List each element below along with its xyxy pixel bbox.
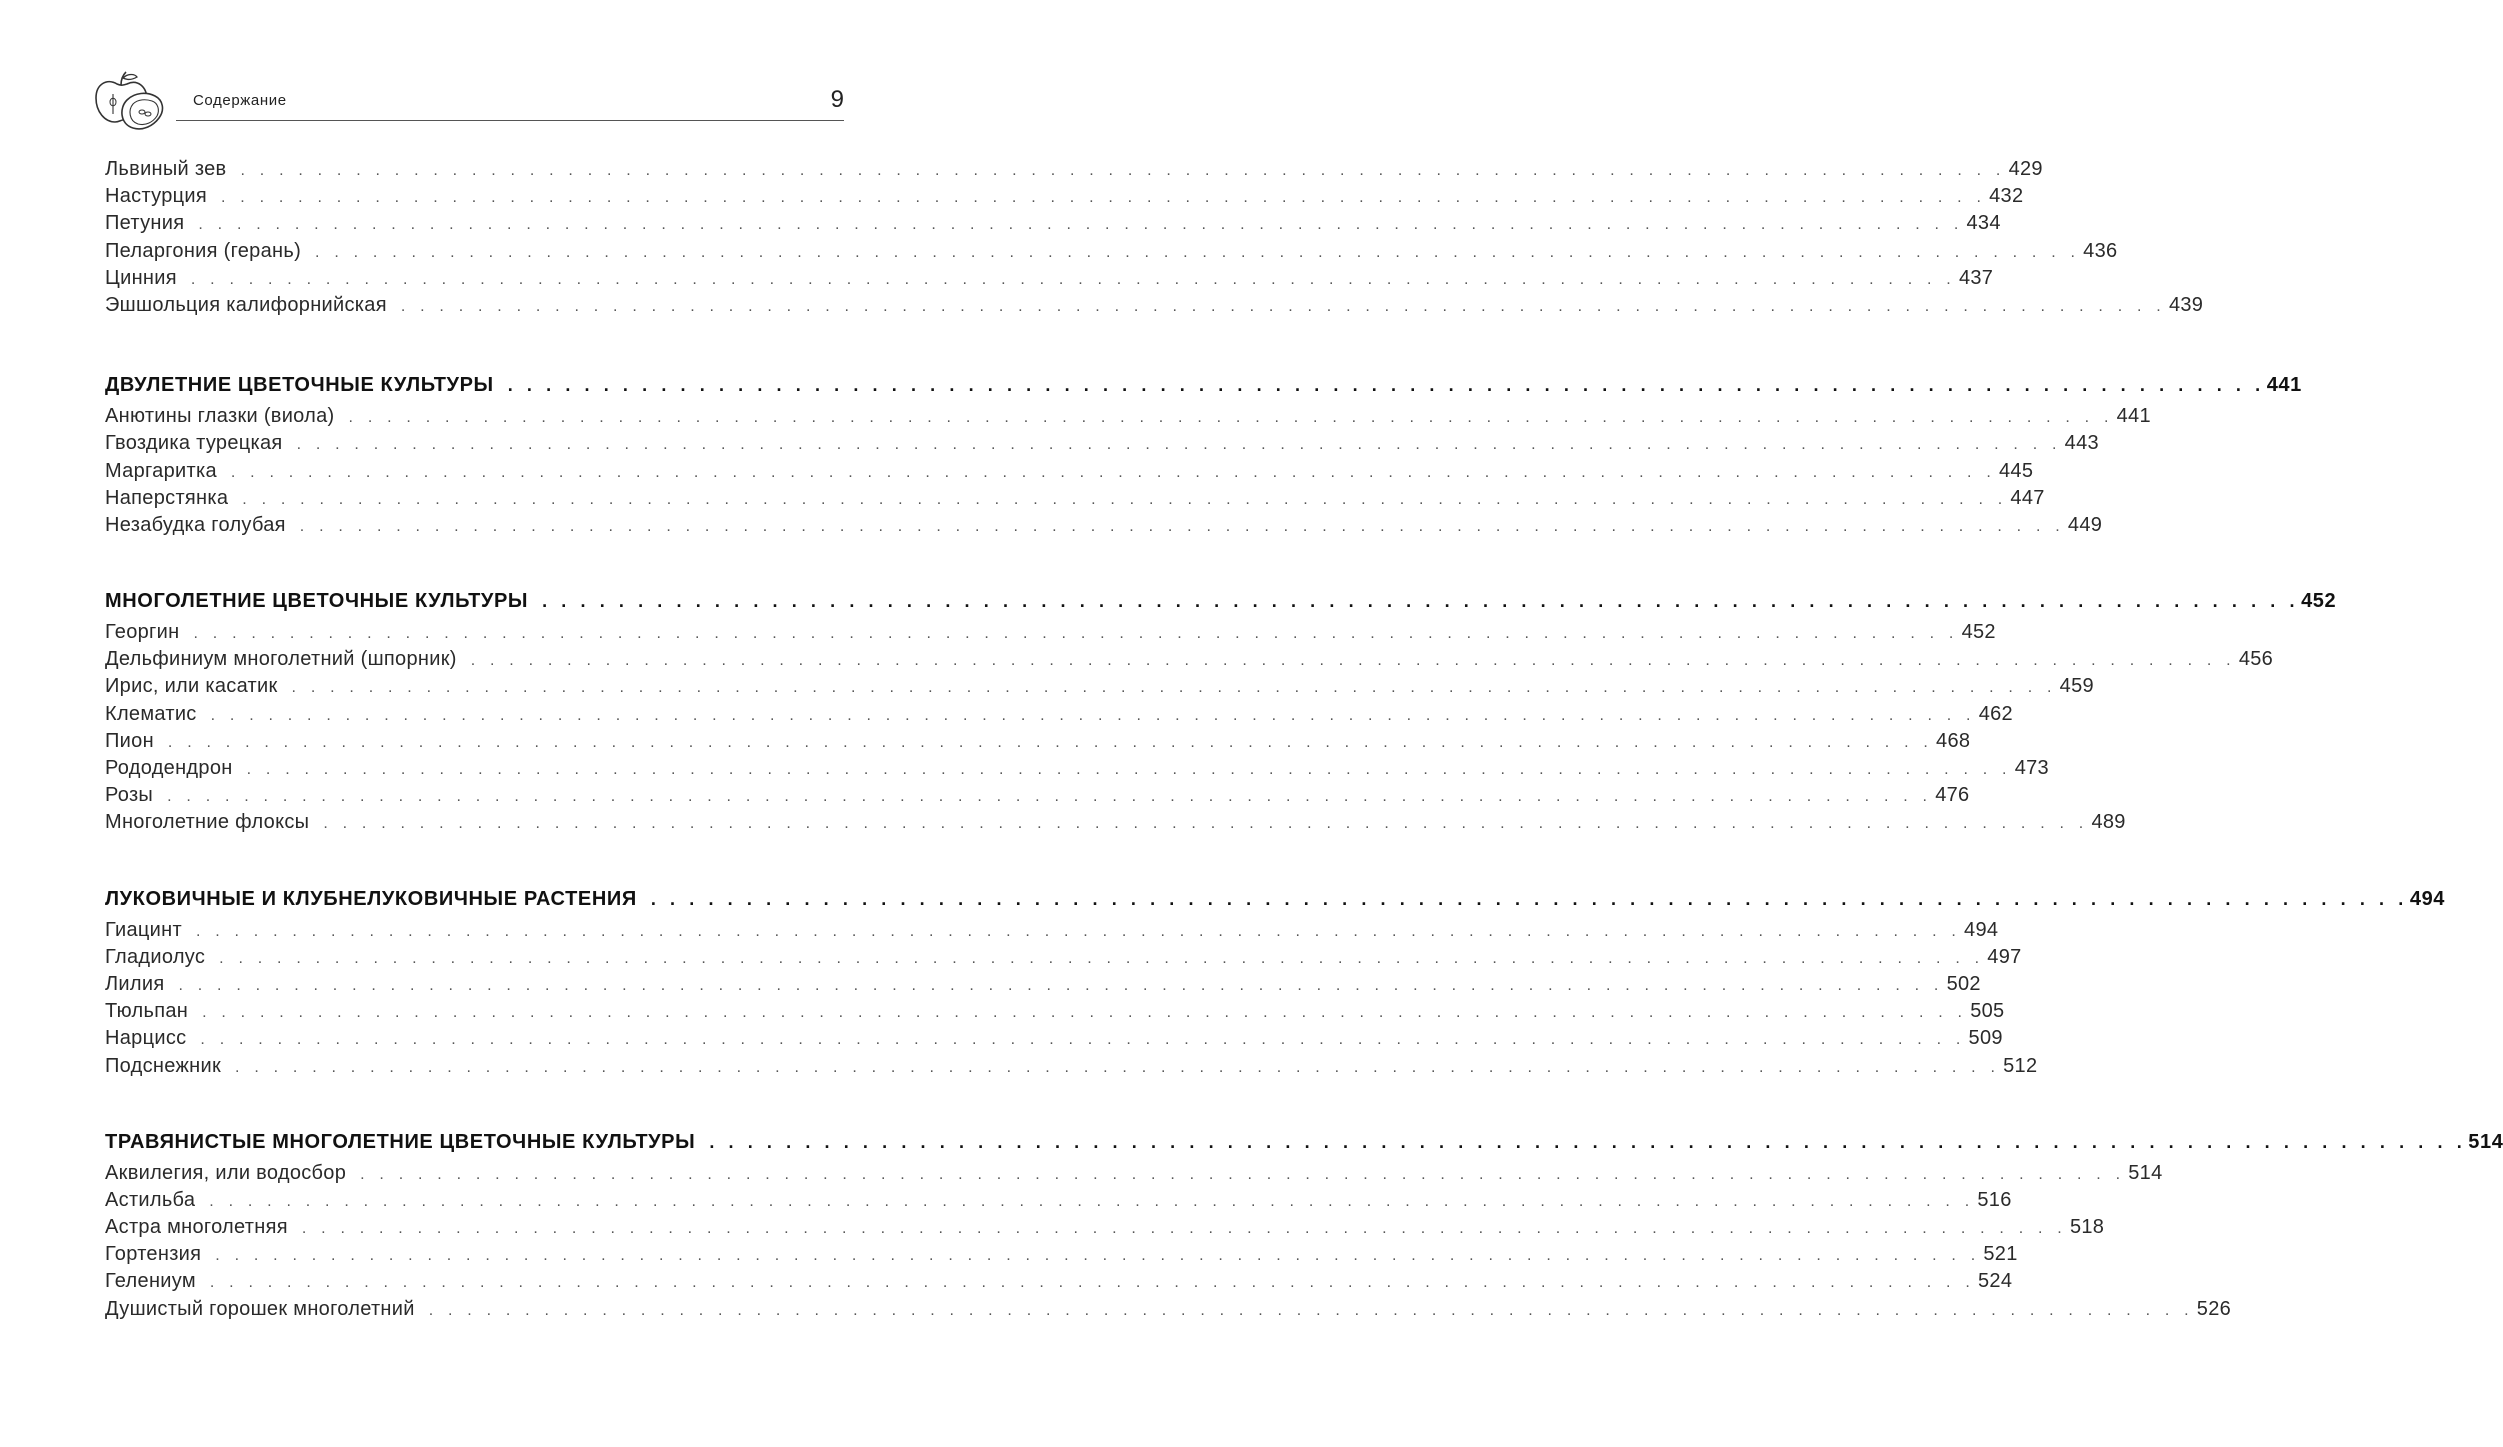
toc-entry-page: 459 xyxy=(2059,675,2094,698)
dot-leader: . . . . . . . . . . . . . . . . . . . . . . . . . . . . . . . . . . . . . . . . . . . . . . . . . . . . . . . . . . . . . . . . . . . . . . . . . . . . . . . . . . . . . . . . . . . . xyxy=(200,1031,1966,1049)
section-heading-page: 441 xyxy=(2266,374,2302,397)
toc-entry[interactable] xyxy=(105,1187,2012,1214)
toc-entry-page: 521 xyxy=(1983,1243,2018,1266)
dot-leader: . . . . . . . . . . . . . . . . . . . . . . . . . . . . . . . . . . . . . . . . . . . . . . . . . . . . . . . . . . . . . . . . . . . . . . . . . . . . . . . . . . . . . . . . . . . . xyxy=(240,162,2006,179)
dot-leader: . . . . . . . . . . . . . . . . . . . . . . . . . . . . . . . . . . . . . . . . . . . . . . . . . . . . . . . . . . . . . . . . . . . . . . . . . . . . . . . . . . . . . . . . . . . . xyxy=(348,409,2114,427)
toc-entry-page: 441 xyxy=(2116,405,2151,428)
section-spacer xyxy=(105,1080,844,1124)
dot-leader: . . . . . . . . . . . . . . . . . . . . . . . . . . . . . . . . . . . . . . . . . . . . . . . . . . . . . . . . . . . . . . . . . . . . . . . . . . . . . . . . . . . . . . . . . . . . xyxy=(202,1004,1968,1022)
toc-entry-page: 524 xyxy=(1977,1270,2013,1293)
dot-leader: . . . . . . . . . . . . . . . . . . . . . . . . . . . . . . . . . . . . . . . . . . . . . . . . . . . . . . . . . . . . . . . . . . . . . . . . . . . . . . . . . . . . . . . . . . . . xyxy=(428,1301,2194,1319)
toc-entry-label: Настурция xyxy=(105,185,208,208)
section-heading-label: ТРАВЯНИСТЫЕ МНОГОЛЕТНИЕ ЦВЕТОЧНЫЕ КУЛЬТУРЫ xyxy=(105,1130,696,1153)
toc-entry-label: Наперстянка xyxy=(105,486,229,509)
toc-entry[interactable] xyxy=(105,485,2045,512)
toc-entry-label: Рододендрон xyxy=(105,757,233,779)
section-spacer xyxy=(105,837,844,881)
toc-entry-page: 432 xyxy=(1989,185,2024,208)
dot-leader: . . . . . . . . . . . . . . . . . . . . . . . . . . . . . . . . . . . . . . . . . . . . . . . . . . . . . . . . . . . . . . . . . . . . . . . . . . . . . . . . . . . . . . . . . . . . xyxy=(400,297,2166,315)
toc-entry-label: Подснежник xyxy=(105,1054,222,1077)
toc-entry-page: 439 xyxy=(2168,293,2204,316)
dot-leader: . . . . . . . . . . . . . . . . . . . . . . . . . . . . . . . . . . . . . . . . . . . . . . . . . . . . . . . . . . . . . . . . . . . . . . . . . . . . . . . . . . . . . . . . . . . . xyxy=(296,436,2062,454)
toc-entry-page: 494 xyxy=(1964,918,1999,941)
dot-leader: . . . . . . . . . . . . . . . . . . . . . . . . . . . . . . . . . . . . . . . . . . . . . . . . . . . . . . . . . . . . . . . . . . . . . . . . . . . . . . . . . . . . . . . . . . . . xyxy=(360,1165,2126,1183)
toc-entry-label: Клематис xyxy=(105,702,197,725)
toc-entry-label: Пион xyxy=(105,729,154,752)
toc-entry-page: 436 xyxy=(2083,239,2118,262)
toc-entry-page: 473 xyxy=(2014,757,2049,779)
toc-entry-page: 429 xyxy=(2008,158,2043,180)
dot-leader: . . . . . . . . . . . . . . . . . . . . . . . . . . . . . . . . . . . . . . . . . . . . . . . . . . . . . . . . . . . . . . . . . . . . . . . . . . . . . . . . . . . . . . . . . . . . xyxy=(193,625,1959,643)
toc-entry-page: 437 xyxy=(1958,266,1994,289)
toc-entry-label: Астильба xyxy=(105,1188,196,1211)
header-rule xyxy=(176,120,844,121)
section-heading[interactable] xyxy=(105,881,2446,917)
toc-entry[interactable] xyxy=(105,1268,2013,1295)
page-header xyxy=(0,0,987,130)
toc-entry-label: Пеларгония (герань) xyxy=(105,239,302,262)
dot-leader: . . . . . . . . . . . . . . . . . . . . . . . . . . . . . . . . . . . . . . . . . . . . . . . . . . . . . . . . . . . . . . . . . . . . . . . . . . . . . . . . . . . . . . . . . . . . xyxy=(246,761,2012,778)
dot-leader: . . . . . . . . . . . . . . . . . . . . . . . . . . . . . . . . . . . . . . . . . . . . . . . . . . . . . . . . . . . . . . . . . . . . . . . . . . . . . . . . . . . . . . . . . . . . xyxy=(190,270,1956,288)
running-head-title: Содержание xyxy=(193,92,287,109)
toc-entry-label: Львиный зев xyxy=(105,158,227,180)
dot-leader: . . . . . . . . . . . . . . . . . . . . . . . . . . . . . . . . . . . . . . . . . . . . . . . . . . . . . . . . . . . . . . . . . . . . . . . . . . . . . . . . . . . . . . . . . . . . xyxy=(301,1220,2067,1238)
toc-entry[interactable] xyxy=(105,292,2204,319)
dot-leader: . . . . . . . . . . . . . . . . . . . . . . . . . . . . . . . . . . . . . . . . . . . . . . . . . . . . . . . . . . . . . . . . . . . . . . . . . . . . . . . . . . . . . . . . . . . . xyxy=(198,216,1964,234)
toc-entry-label: Цинния xyxy=(105,266,177,289)
dot-leader: . . . . . . . . . . . . . . . . . . . . . . . . . . . . . . . . . . . . . . . . . . . . . . . . . . . . . . . . . . . . . . . . . . . . . . . . . . . . . . . . . . . . . . . . . . . . xyxy=(242,490,2008,508)
toc-entry-label: Гвоздика турецкая xyxy=(105,432,283,455)
dot-leader: . . . . . . . . . . . . . . . . . . . . . . . . . . . . . . . . . . . . . . . . . . . . . . . . . . . . . . . . . . . . . . . . . . . . . . . . . . . . . . . . . . . . . . . . . . . . xyxy=(230,463,1996,481)
toc-entry-page: 505 xyxy=(1970,1000,2005,1023)
toc-entry[interactable] xyxy=(105,403,2151,430)
toc-entry[interactable] xyxy=(105,1296,2232,1323)
toc-entry-label: Астра многолетняя xyxy=(105,1216,288,1239)
toc-entry-page: 497 xyxy=(1987,945,2022,968)
toc-entry[interactable] xyxy=(105,809,2126,836)
section-heading[interactable] xyxy=(105,583,2337,619)
toc-section-biennial xyxy=(105,367,2302,539)
section-spacer xyxy=(105,539,844,583)
toc-entry-page: 476 xyxy=(1935,784,1970,807)
dot-leader: . . . . . . . . . . . . . . . . . . . . . . . . . . . . . . . . . . . . . . . . . . . . . . . . . . . . . . . . . . . . . . . . . . . . . . . . . . . . . . . . . . . . . . . . . . . . xyxy=(221,189,1987,207)
toc-entry-label: Лилия xyxy=(105,972,165,995)
toc-section-bulbous xyxy=(105,881,2446,1080)
toc-entry-page: 445 xyxy=(1998,459,2034,482)
toc-entry-page: 518 xyxy=(2069,1216,2105,1239)
toc-entry[interactable] xyxy=(105,646,2274,673)
toc-entry[interactable] xyxy=(105,944,2022,971)
dot-leader: . . . . . . . . . . . . . . . . . . . . . . . . . . . . . . . . . . . . . . . . . . . . . . . . . . . . . . . . . . . . . . . . . . . . . . . . . . . . . . . . . . . . . . . . . . . . xyxy=(167,788,1933,806)
toc-entry-page: 526 xyxy=(2196,1297,2232,1320)
toc-entry[interactable] xyxy=(105,156,2043,183)
dot-leader: . . . . . . . . . . . . . . . . . . . . . . . . . . . . . . . . . . . . . . . . . . . . . . . . . . . . . . . . . . . . . . . . . . . . . . . . . . . . . . . . . . . . . . . . . . . . xyxy=(542,591,2300,612)
toc-entry[interactable] xyxy=(105,238,2118,265)
toc-entry[interactable] xyxy=(105,458,2034,485)
toc-entry-label: Многолетние флоксы xyxy=(105,811,310,834)
toc-entry[interactable] xyxy=(105,430,2099,457)
dot-leader: . . . . . . . . . . . . . . . . . . . . . . . . . . . . . . . . . . . . . . . . . . . . . . . . . . . . . . . . . . . . . . . . . . . . . . . . . . . . . . . . . . . . . . . . . . . . xyxy=(709,1131,2467,1152)
toc-entry-page: 443 xyxy=(2064,432,2099,455)
dot-leader: . . . . . . . . . . . . . . . . . . . . . . . . . . . . . . . . . . . . . . . . . . . . . . . . . . . . . . . . . . . . . . . . . . . . . . . . . . . . . . . . . . . . . . . . . . . . xyxy=(209,1192,1975,1210)
toc-entry-label: Гиацинт xyxy=(105,918,182,941)
toc-entry-label: Георгин xyxy=(105,621,180,644)
toc-entry-page: 502 xyxy=(1946,972,1981,995)
section-heading[interactable] xyxy=(105,1124,2503,1160)
toc-entry[interactable] xyxy=(105,183,2024,210)
dot-leader: . . . . . . . . . . . . . . . . . . . . . . . . . . . . . . . . . . . . . . . . . . . . . . . . . . . . . . . . . . . . . . . . . . . . . . . . . . . . . . . . . . . . . . . . . . . . xyxy=(507,375,2265,396)
toc-entry-page: 456 xyxy=(2238,648,2274,671)
toc-entry[interactable] xyxy=(105,210,2001,237)
toc-section-herbaceous xyxy=(105,1124,2503,1323)
dot-leader: . . . . . . . . . . . . . . . . . . . . . . . . . . . . . . . . . . . . . . . . . . . . . . . . . . . . . . . . . . . . . . . . . . . . . . . . . . . . . . . . . . . . . . . . . . . . xyxy=(299,517,2065,535)
toc-entry[interactable] xyxy=(105,265,1994,292)
toc-entry-label: Нарцисс xyxy=(105,1027,187,1050)
toc-entry-label: Ирис, или касатик xyxy=(105,675,278,698)
toc-entry-page: 516 xyxy=(1977,1188,2012,1211)
dot-leader: . . . . . . . . . . . . . . . . . . . . . . . . . . . . . . . . . . . . . . . . . . . . . . . . . . . . . . . . . . . . . . . . . . . . . . . . . . . . . . . . . . . . . . . . . . . . xyxy=(195,922,1962,940)
toc-entry-label: Гелениум xyxy=(105,1270,196,1293)
toc-entry-page: 449 xyxy=(2067,513,2103,536)
toc-entry[interactable] xyxy=(105,728,1971,755)
toc-entry[interactable] xyxy=(105,782,1970,809)
dot-leader: . . . . . . . . . . . . . . . . . . . . . . . . . . . . . . . . . . . . . . . . . . . . . . . . . . . . . . . . . . . . . . . . . . . . . . . . . . . . . . . . . . . . . . . . . . . . xyxy=(470,652,2236,670)
dot-leader: . . . . . . . . . . . . . . . . . . . . . . . . . . . . . . . . . . . . . . . . . . . . . . . . . . . . . . . . . . . . . . . . . . . . . . . . . . . . . . . . . . . . . . . . . . . . xyxy=(178,976,1944,994)
toc-section-perennial xyxy=(105,583,2337,837)
toc-entry-label: Незабудка голубая xyxy=(105,513,286,536)
toc-entry-page: 468 xyxy=(1936,729,1971,752)
toc-entry[interactable] xyxy=(105,512,2103,539)
toc-entry[interactable] xyxy=(105,1053,2038,1080)
section-heading-page: 514 xyxy=(2468,1130,2503,1153)
toc-entry[interactable] xyxy=(105,619,1996,646)
toc-entry-label: Анютины глазки (виола) xyxy=(105,405,335,428)
section-heading-page: 494 xyxy=(2409,887,2446,910)
table-of-contents xyxy=(105,156,2503,1323)
toc-entry[interactable] xyxy=(105,1241,2018,1268)
section-heading[interactable] xyxy=(105,367,2302,403)
toc-entry-label: Тюльпан xyxy=(105,1000,189,1023)
dot-leader: . . . . . . . . . . . . . . . . . . . . . . . . . . . . . . . . . . . . . . . . . . . . . . . . . . . . . . . . . . . . . . . . . . . . . . . . . . . . . . . . . . . . . . . . . . . . xyxy=(219,949,1985,967)
toc-entry-label: Розы xyxy=(105,784,154,807)
toc-entry-page: 512 xyxy=(2003,1054,2038,1077)
toc-entry-label: Петуния xyxy=(105,212,185,235)
toc-entry[interactable] xyxy=(105,673,2094,700)
toc-entry-label: Маргаритка xyxy=(105,459,217,482)
dot-leader: . . . . . . . . . . . . . . . . . . . . . . . . . . . . . . . . . . . . . . . . . . . . . . . . . . . . . . . . . . . . . . . . . . . . . . . . . . . . . . . . . . . . . . . . . . . . xyxy=(235,1058,2001,1076)
toc-entry[interactable] xyxy=(105,1160,2163,1187)
toc-entry-label: Аквилегия, или водосбор xyxy=(105,1161,347,1184)
dot-leader: . . . . . . . . . . . . . . . . . . . . . . . . . . . . . . . . . . . . . . . . . . . . . . . . . . . . . . . . . . . . . . . . . . . . . . . . . . . . . . . . . . . . . . . . . . . . xyxy=(215,1247,1981,1265)
apple-slices-icon xyxy=(93,70,173,132)
dot-leader: . . . . . . . . . . . . . . . . . . . . . . . . . . . . . . . . . . . . . . . . . . . . . . . . . . . . . . . . . . . . . . . . . . . . . . . . . . . . . . . . . . . . . . . . . . . . xyxy=(315,243,2081,261)
toc-entry-label: Душистый горошек многолетний xyxy=(105,1297,415,1320)
toc-entry-page: 462 xyxy=(1978,702,2013,725)
toc-entry[interactable] xyxy=(105,755,2049,782)
section-heading-label: МНОГОЛЕТНИЕ ЦВЕТОЧНЫЕ КУЛЬТУРЫ xyxy=(105,590,529,613)
toc-entry[interactable] xyxy=(105,701,2013,728)
toc-intro-group xyxy=(105,156,2204,319)
section-heading-label: ЛУКОВИЧНЫЕ И КЛУБНЕЛУКОВИЧНЫЕ РАСТЕНИЯ xyxy=(105,887,637,910)
toc-entry-page: 514 xyxy=(2128,1161,2163,1184)
toc-entry-label: Гладиолус xyxy=(105,945,206,968)
dot-leader: . . . . . . . . . . . . . . . . . . . . . . . . . . . . . . . . . . . . . . . . . . . . . . . . . . . . . . . . . . . . . . . . . . . . . . . . . . . . . . . . . . . . . . . . . . . . xyxy=(291,679,2057,697)
toc-entry[interactable] xyxy=(105,971,1981,998)
toc-entry[interactable] xyxy=(105,917,1999,944)
dot-leader: . . . . . . . . . . . . . . . . . . . . . . . . . . . . . . . . . . . . . . . . . . . . . . . . . . . . . . . . . . . . . . . . . . . . . . . . . . . . . . . . . . . . . . . . . . . . xyxy=(167,733,1934,751)
toc-entry[interactable] xyxy=(105,998,2005,1025)
section-heading-label: ДВУЛЕТНИЕ ЦВЕТОЧНЫЕ КУЛЬТУРЫ xyxy=(105,374,494,397)
section-spacer xyxy=(105,319,844,367)
toc-entry-label: Гортензия xyxy=(105,1243,202,1266)
dot-leader: . . . . . . . . . . . . . . . . . . . . . . . . . . . . . . . . . . . . . . . . . . . . . . . . . . . . . . . . . . . . . . . . . . . . . . . . . . . . . . . . . . . . . . . . . . . . xyxy=(209,1274,1975,1292)
toc-entry-label: Дельфиниум многолетний (шпорник) xyxy=(105,648,457,671)
dot-leader: . . . . . . . . . . . . . . . . . . . . . . . . . . . . . . . . . . . . . . . . . . . . . . . . . . . . . . . . . . . . . . . . . . . . . . . . . . . . . . . . . . . . . . . . . . . . xyxy=(650,888,2408,909)
dot-leader: . . . . . . . . . . . . . . . . . . . . . . . . . . . . . . . . . . . . . . . . . . . . . . . . . . . . . . . . . . . . . . . . . . . . . . . . . . . . . . . . . . . . . . . . . . . . xyxy=(210,706,1976,724)
section-heading-page: 452 xyxy=(2301,590,2337,613)
toc-entry[interactable] xyxy=(105,1214,2105,1241)
toc-entry-page: 452 xyxy=(1961,621,1996,644)
toc-entry-page: 434 xyxy=(1966,212,2001,235)
toc-entry-page: 489 xyxy=(2091,811,2126,834)
toc-entry-page: 509 xyxy=(1968,1027,2003,1050)
toc-entry-page: 447 xyxy=(2010,486,2045,509)
toc-entry-label: Эшшольция калифорнийская xyxy=(105,293,387,316)
page-number: 9 xyxy=(830,86,844,113)
dot-leader: . . . . . . . . . . . . . . . . . . . . . . . . . . . . . . . . . . . . . . . . . . . . . . . . . . . . . . . . . . . . . . . . . . . . . . . . . . . . . . . . . . . . . . . . . . . . xyxy=(323,815,2089,833)
toc-entry[interactable] xyxy=(105,1025,2003,1052)
